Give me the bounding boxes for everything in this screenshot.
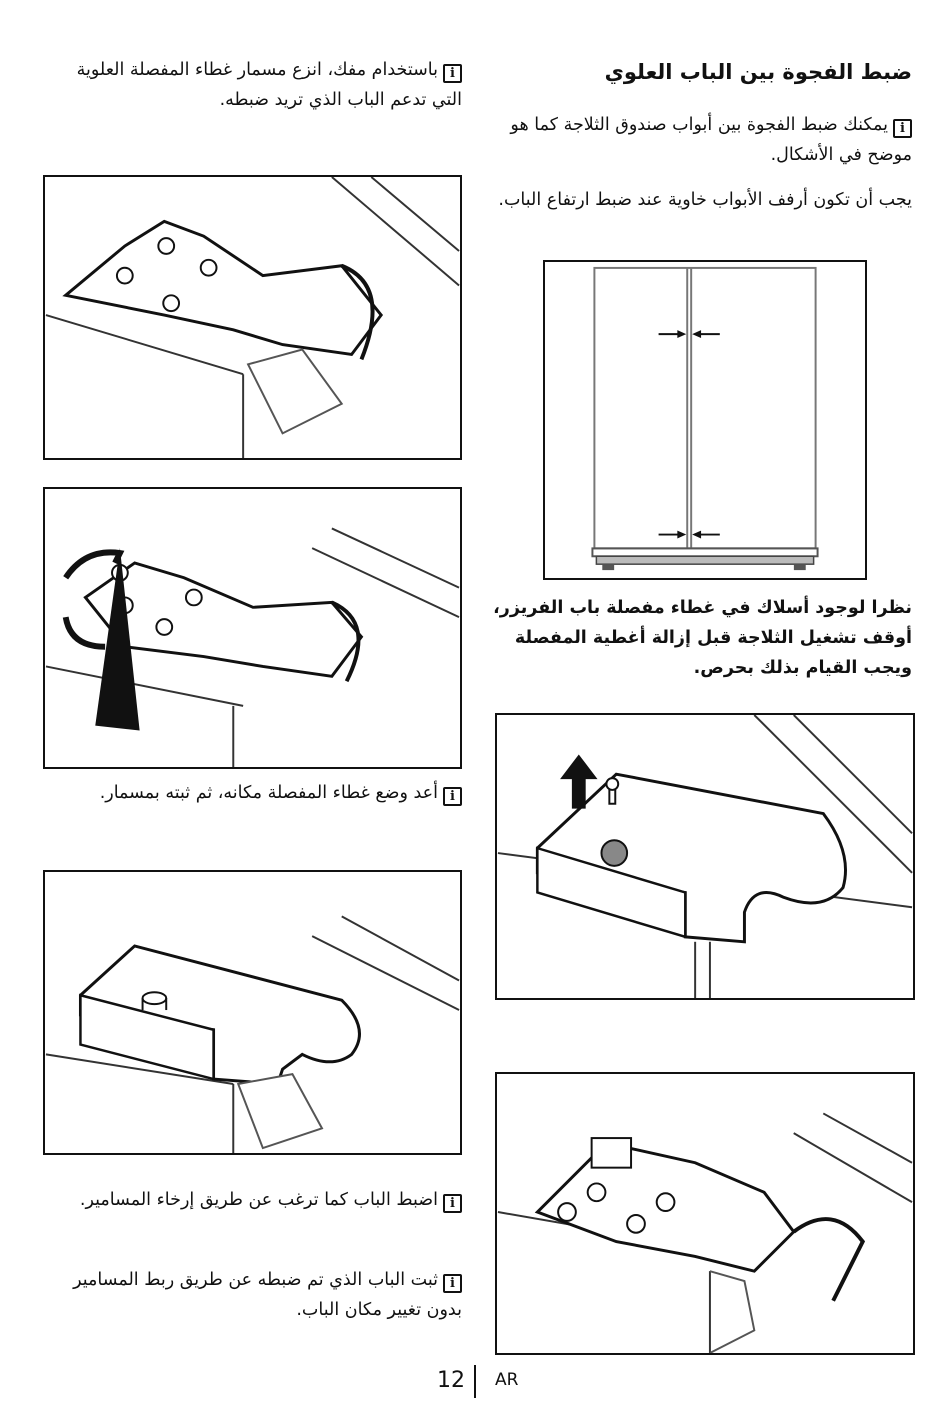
hinge-cover-removal-figure [495, 713, 915, 1000]
info-icon: i [443, 64, 462, 83]
language-code: AR [495, 1370, 519, 1390]
info-icon: i [443, 787, 462, 806]
hinge-screws-figure [495, 1072, 915, 1355]
step-remove-screw: iباستخدام مفك، انزع مسمار غطاء المفصلة العلوية التي تدعم الباب الذي تريد ضبطه. [76, 60, 462, 110]
warning-text: نظرا لوجود أسلاك في غطاء مفصلة باب الفريزر، أوقف تشغيل الثلاجة قبل إزالة أغطية المفصلة ويجب القيام بذلك بحرص. [493, 598, 912, 678]
info-icon: i [443, 1274, 462, 1293]
shelves-note: يجب أن تكون أرفف الأبواب خاوية عند ضبط ارتفاع الباب. [498, 190, 912, 210]
footer-divider [474, 1365, 476, 1398]
step-fix-door: iثبت الباب الذي تم ضبطه عن طريق ربط المسامير بدون تغيير مكان الباب. [73, 1270, 462, 1320]
step-replace-cover: iأعد وضع غطاء المفصلة مكانه، ثم ثبته بمسمار. [42, 778, 462, 808]
hinge-cover-installed-figure [43, 870, 462, 1155]
page-number: 12 [437, 1368, 465, 1393]
info-icon: i [443, 1194, 462, 1213]
step-adjust-door: iاضبط الباب كما ترغب عن طريق إرخاء المسامير. [42, 1185, 462, 1215]
screwdriver-rotate-figure [43, 487, 462, 769]
hinge-cover-screws-figure [43, 175, 462, 460]
fridge-front-figure [543, 260, 867, 580]
intro-paragraph: iيمكنك ضبط الفجوة بين أبواب صندوق الثلاجة كما هو موضح في الأشكال. [510, 115, 912, 165]
info-icon: i [893, 119, 912, 138]
section-heading: ضبط الفجوة بين الباب العلوي [604, 60, 912, 84]
